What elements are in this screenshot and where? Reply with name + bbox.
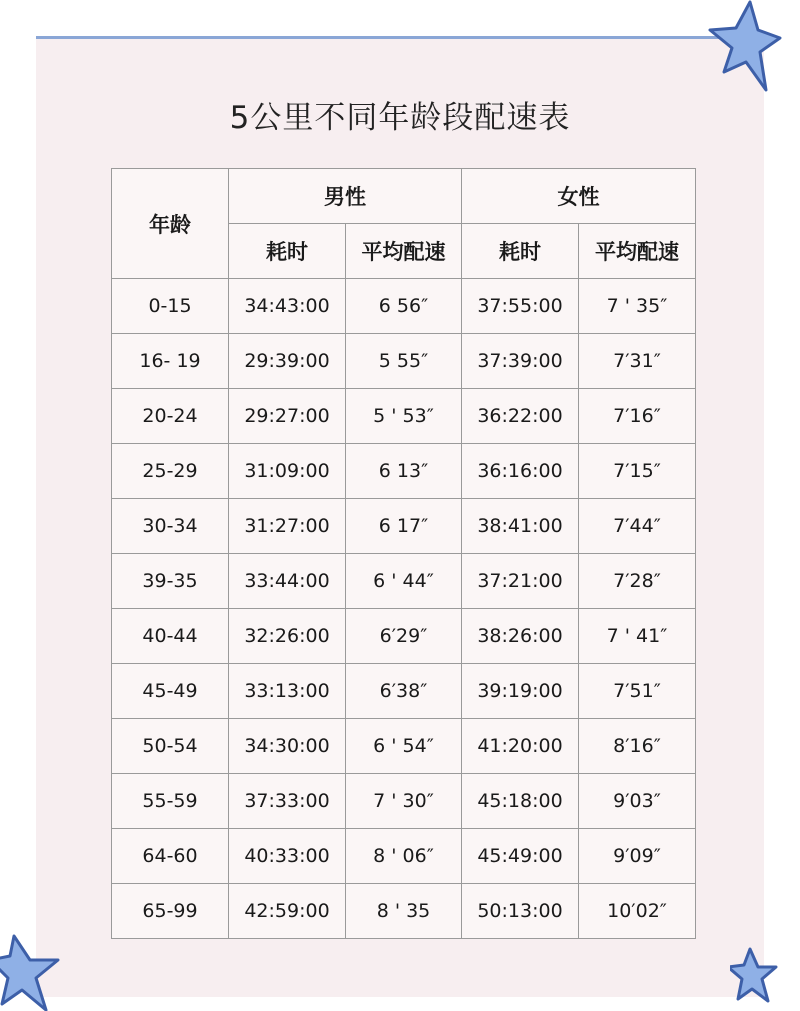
- age-cell: 20-24: [112, 389, 229, 444]
- male-time-cell: 34:43:00: [229, 279, 346, 334]
- male-pace-cell: 8 ' 35: [346, 884, 462, 939]
- male-time-cell: 33:44:00: [229, 554, 346, 609]
- female-time-cell: 41:20:00: [462, 719, 579, 774]
- male-time-cell: 29:39:00: [229, 334, 346, 389]
- age-header: 年龄: [112, 169, 229, 279]
- age-cell: 65-99: [112, 884, 229, 939]
- male-pace-cell: 7 ' 30″: [346, 774, 462, 829]
- female-time-cell: 45:18:00: [462, 774, 579, 829]
- table-row: [112, 444, 696, 499]
- male-pace-cell: 6′38″: [346, 664, 462, 719]
- age-cell: 50-54: [112, 719, 229, 774]
- table-row: [112, 554, 696, 609]
- female-pace-cell: 7′28″: [579, 554, 696, 609]
- table-row: [112, 609, 696, 664]
- age-cell: 0-15: [112, 279, 229, 334]
- female-pace-cell: 7′16″: [579, 389, 696, 444]
- male-pace-cell: 6 ' 44″: [346, 554, 462, 609]
- age-cell: 30-34: [112, 499, 229, 554]
- male-time-cell: 31:09:00: [229, 444, 346, 499]
- male-time-cell: 37:33:00: [229, 774, 346, 829]
- page-title: 5公里不同年龄段配速表: [229, 100, 571, 136]
- pace-table: [111, 168, 696, 939]
- male-header: 男性: [229, 169, 462, 224]
- male-pace-cell: 6 13″: [346, 444, 462, 499]
- male-pace-cell: 8 ' 06″: [346, 829, 462, 884]
- female-pace-cell: 9′09″: [579, 829, 696, 884]
- male-pace-cell: 6 56″: [346, 279, 462, 334]
- age-cell: 40-44: [112, 609, 229, 664]
- female-time-header: 耗时: [462, 224, 579, 279]
- male-time-cell: 29:27:00: [229, 389, 346, 444]
- male-time-cell: 31:27:00: [229, 499, 346, 554]
- male-time-cell: 42:59:00: [229, 884, 346, 939]
- female-time-cell: 36:16:00: [462, 444, 579, 499]
- table-header-row: [112, 169, 696, 224]
- female-time-cell: 50:13:00: [462, 884, 579, 939]
- table-row: [112, 279, 696, 334]
- female-header: 女性: [462, 169, 696, 224]
- female-pace-cell: 9′03″: [579, 774, 696, 829]
- table-row: [112, 499, 696, 554]
- male-time-header: 耗时: [229, 224, 346, 279]
- female-pace-header: 平均配速: [579, 224, 696, 279]
- female-pace-cell: 8′16″: [579, 719, 696, 774]
- table-row: [112, 884, 696, 939]
- table-row: [112, 719, 696, 774]
- age-cell: 55-59: [112, 774, 229, 829]
- male-pace-cell: 6′29″: [346, 609, 462, 664]
- age-cell: 45-49: [112, 664, 229, 719]
- female-time-cell: 38:41:00: [462, 499, 579, 554]
- age-cell: 16- 19: [112, 334, 229, 389]
- male-pace-header: 平均配速: [346, 224, 462, 279]
- female-time-cell: 38:26:00: [462, 609, 579, 664]
- female-pace-cell: 7 ' 41″: [579, 609, 696, 664]
- female-pace-cell: 7 ' 35″: [579, 279, 696, 334]
- table-row: [112, 334, 696, 389]
- female-time-cell: 37:39:00: [462, 334, 579, 389]
- table-row: [112, 389, 696, 444]
- female-time-cell: 37:21:00: [462, 554, 579, 609]
- female-pace-cell: 10′02″: [579, 884, 696, 939]
- age-cell: 64-60: [112, 829, 229, 884]
- male-pace-cell: 5 55″: [346, 334, 462, 389]
- male-time-cell: 34:30:00: [229, 719, 346, 774]
- male-time-cell: 40:33:00: [229, 829, 346, 884]
- female-time-cell: 37:55:00: [462, 279, 579, 334]
- age-cell: 39-35: [112, 554, 229, 609]
- female-time-cell: 36:22:00: [462, 389, 579, 444]
- star-icon: [730, 945, 780, 1005]
- female-pace-cell: 7′51″: [579, 664, 696, 719]
- female-pace-cell: 7′31″: [579, 334, 696, 389]
- male-pace-cell: 5 ' 53″: [346, 389, 462, 444]
- female-pace-cell: 7′44″: [579, 499, 696, 554]
- age-cell: 25-29: [112, 444, 229, 499]
- female-time-cell: 39:19:00: [462, 664, 579, 719]
- male-time-cell: 32:26:00: [229, 609, 346, 664]
- female-time-cell: 45:49:00: [462, 829, 579, 884]
- star-icon: [0, 930, 60, 1011]
- male-pace-cell: 6 ' 54″: [346, 719, 462, 774]
- male-time-cell: 33:13:00: [229, 664, 346, 719]
- table-row: [112, 664, 696, 719]
- male-pace-cell: 6 17″: [346, 499, 462, 554]
- female-pace-cell: 7′15″: [579, 444, 696, 499]
- table-row: [112, 774, 696, 829]
- table-row: [112, 829, 696, 884]
- star-icon: [706, 0, 782, 96]
